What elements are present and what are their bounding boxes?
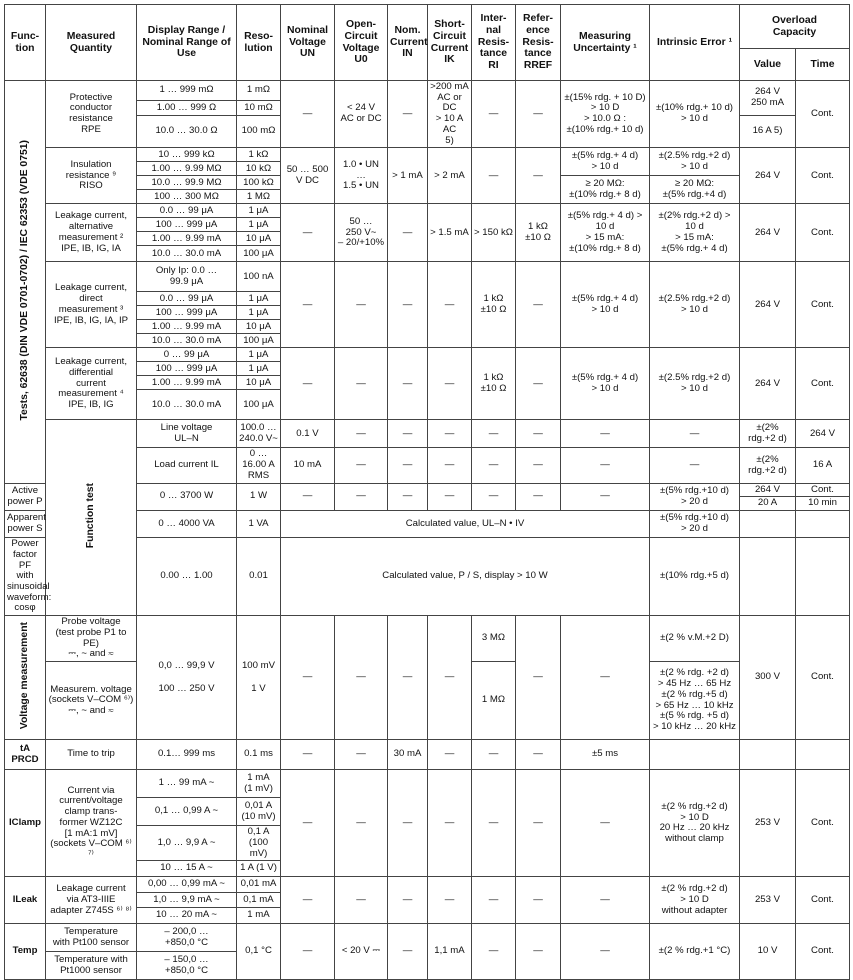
table-row [5,204,850,218]
dash-cell: — [388,81,428,148]
resolution-high: 1 V [251,682,266,694]
quantity-insulation-resistance: Insulation resistance ⁹ RISO [46,148,137,204]
intrinsic-cell: ±(10% rdg.+5 d) [650,538,740,616]
dash-cell: — [472,924,516,980]
dash-cell: — [472,81,516,148]
overload-time-cell: Cont. [796,770,850,877]
intrinsic-cell: ±(2.5% rdg.+2 d) > 10 d [650,262,740,348]
nominal-current-cell: > 1 mA [388,148,428,204]
resolution-cell: 1 W [237,483,281,510]
resolution-cell: 1 μA [237,362,281,376]
dash-cell: — [388,770,428,877]
col-header-internal-resistance: Inter- nal Resis- tance RI [472,5,516,81]
range-cell: 1.00 … 9.99 mA [137,232,237,246]
col-header-nominal-voltage: Nominal Voltage UN [281,5,335,81]
dash-cell: — [428,770,472,877]
range-low: 0,0 … 99,9 V [158,659,215,671]
dash-cell: — [516,148,561,204]
dash-cell: — [516,348,561,420]
resolution-cell: 1 A (1 V) [237,861,281,877]
range-cell: – 200,0 … +850,0 °C [137,924,237,952]
dash-cell: — [516,448,561,483]
quantity-line-voltage: Line voltage UL–N [137,420,237,448]
dash-cell: — [561,877,650,924]
range-cell [137,616,237,740]
col-header-overload-capacity: Overload Capacity [740,5,850,49]
range-cell: 1.00 … 9.99 mA [137,320,237,334]
range-cell: 0 … 16.00 A RMS [237,448,281,483]
intrinsic-cell: ≥ 20 MΩ: ±(5% rdg.+4 d) [650,176,740,204]
dash-cell: — [281,81,335,148]
dash-cell: — [335,262,388,348]
dash-cell: — [281,924,335,980]
dash-cell: — [281,877,335,924]
quantity-load-current: Load current IL [137,448,237,483]
group-label-temp: Temp [5,924,46,980]
quantity-leak-adapter: Leakage current via AT3-IIIE adapter Z745S ⁶⁾ ⁸⁾ [46,877,137,924]
dash-cell: — [388,448,428,483]
dash-cell: — [650,448,740,483]
dash-cell: — [281,483,335,510]
dash-cell: — [335,420,388,448]
dash-cell: — [516,483,561,510]
range-cell: 0.0 … 99 μA [137,204,237,218]
dash-cell: — [388,262,428,348]
resolution-cell: 1 mA [237,908,281,924]
intrinsic-cell: ±(2 % rdg. +2 d) > 45 Hz … 65 Hz ±(2 % rdg.+5 d) > 65 Hz … 10 kHz ±(5 % rdg. +5 d) > 10 kHz … 20 kHz [650,662,740,740]
empty-cell [796,740,850,770]
range-cell: 10.0 … 30.0 Ω [137,116,237,148]
resolution-cell: 0.1 V [281,420,335,448]
calculated-value-cell: Calculated value, UL–N • IV [281,511,650,538]
table-row [5,877,850,893]
empty-cell [796,511,850,538]
dash-cell: — [472,740,516,770]
resolution-cell: 1 μA [237,348,281,362]
overload-value-cell: 300 V [740,616,796,740]
dash-cell: — [516,616,561,740]
dash-cell: — [388,420,428,448]
table-row [5,740,850,770]
table-row [5,81,850,101]
dash-cell: — [281,262,335,348]
range-cell: 0.00 … 1.00 [137,538,237,616]
intrinsic-cell: ±(2 % rdg.+1 °C) [650,924,740,980]
resolution-cell: 0,1 A (100 mV) [237,826,281,861]
intrinsic-cell: ±(2 % rdg.+2 d) > 10 D 20 Hz … 20 kHz without clamp [650,770,740,877]
table-row [5,616,850,662]
quantity-active-power: Active power P [5,483,46,510]
range-cell: 10 … 999 kΩ [137,148,237,162]
dash-cell: — [428,420,472,448]
resolution-cell: 1 μA [237,204,281,218]
overload-value-cell: 264 V [796,420,850,448]
range-cell: 10.0 … 30.0 mA [137,334,237,348]
range-cell: 100.0 … 240.0 V~ [237,420,281,448]
intrinsic-cell: ±(10% rdg.+ 10 d) > 10 d [650,81,740,148]
uncertainty-cell: ±(15% rdg. + 10 D) > 10 D > 10.0 Ω : ±(10% rdg.+ 10 d) [561,81,650,148]
col-header-nominal-current: Nom. Current IN [388,5,428,81]
dash-cell: — [516,740,561,770]
internal-resistance-cell: > 150 kΩ [472,204,516,262]
overload-value-cell: 253 V [740,770,796,877]
dash-cell: — [561,448,650,483]
range-cell: 1.00 … 999 Ω [137,101,237,116]
dash-cell: — [472,148,516,204]
group-label-voltage-measurement: Voltage measurement [5,616,46,740]
dash-cell: — [335,483,388,510]
range-cell: 0.1… 999 ms [137,740,237,770]
col-header-reference-resistance: Refer- ence Resis- tance RREF [516,5,561,81]
resolution-cell: 1 mA (1 mV) [237,770,281,798]
resolution-cell: 10 μA [237,232,281,246]
overload-time-cell: Cont. [796,616,850,740]
dash-cell: — [335,616,388,740]
dash-cell: — [388,877,428,924]
range-cell: 1,0 … 9,9 mA ~ [137,893,237,908]
dash-cell: — [561,770,650,877]
resolution-cell: 1 μA [237,218,281,232]
dash-cell: — [428,448,472,483]
empty-cell [740,538,796,616]
group-label-prcd: tA PRCD [5,740,46,770]
short-circuit-cell: > 1.5 mA [428,204,472,262]
dash-cell: — [335,740,388,770]
overload-value-cell: 264 V 250 mA [740,81,796,116]
dash-cell: — [472,448,516,483]
dash-cell: — [428,616,472,740]
table-row [5,924,850,952]
range-cell: 100 … 999 μA [137,306,237,320]
group-label-leak: ILeak [5,877,46,924]
quantity-time-to-trip: Time to trip [46,740,137,770]
intrinsic-cell: ±(2.5% rdg.+2 d) > 10 d [650,348,740,420]
resolution-cell: 0.01 [237,538,281,616]
col-header-open-circuit-voltage: Open- Circuit Voltage U0 [335,5,388,81]
dash-cell: — [428,740,472,770]
quantity-leakage-differential: Leakage current, differential current measurement ⁴ IPE, IB, IG [46,348,137,420]
resolution-cell: 1 MΩ [237,190,281,204]
resolution-cell: 10 kΩ [237,162,281,176]
table-row [5,348,850,362]
dash-cell: — [388,616,428,740]
intrinsic-cell: ±(2.5% rdg.+2 d) > 10 d [650,148,740,176]
intrinsic-cell: ±(2 % v.M.+2 D) [650,616,740,662]
dash-cell: — [428,262,472,348]
dash-cell: — [472,420,516,448]
dash-cell: — [561,483,650,510]
range-cell: 10.0 … 30.0 mA [137,390,237,420]
intrinsic-cell: ±(2% rdg.+2 d) [740,448,796,483]
uncertainty-cell: ±(5% rdg.+ 4 d) > 10 d > 15 mA: ±(10% rdg.+ 8 d) [561,204,650,262]
dash-cell: — [281,204,335,262]
internal-resistance-cell: 1 MΩ [472,662,516,740]
range-cell: 0 … 3700 W [137,483,237,510]
quantity-temp-pt1000: Temperature with Pt1000 sensor [46,952,137,980]
range-cell: 10.0 … 30.0 mA [137,246,237,262]
range-cell: 100 … 300 MΩ [137,190,237,204]
short-circuit-cell: > 2 mA [428,148,472,204]
overload-time-cell: Cont. [796,877,850,924]
dash-cell: — [335,770,388,877]
resolution-cell: 100 μA [237,390,281,420]
dash-cell: — [516,770,561,877]
resolution-cell: 0,01 A (10 mV) [237,798,281,826]
range-high: 100 … 250 V [158,682,215,694]
overload-time-cell: Cont. [796,924,850,980]
range-cell: 1 … 99 mA ~ [137,770,237,798]
overload-value-cell: 264 V [740,262,796,348]
resolution-cell: 10 μA [237,320,281,334]
short-circuit-cell: >200 mA AC or DC > 10 A AC 5) [428,81,472,148]
empty-cell [796,538,850,616]
resolution-cell: 100 mΩ [237,116,281,148]
resolution-cell: 1 kΩ [237,148,281,162]
range-cell: 1.00 … 9.99 mA [137,376,237,390]
resolution-cell: 100 nA [237,262,281,292]
dash-cell: — [516,877,561,924]
table-row [5,420,850,448]
dash-cell: — [388,348,428,420]
empty-cell [740,511,796,538]
quantity-socket-voltage: Measurem. voltage (sockets V–COM ⁶⁾) ⎓, ~ and ≂ [46,662,137,740]
resolution-cell [237,616,281,740]
intrinsic-cell: ±(5% rdg.+10 d) > 20 d [650,511,740,538]
reference-resistance-cell: 1 kΩ ±10 Ω [516,204,561,262]
col-header-overload-time: Time [796,49,850,81]
quantity-power-factor: Power factor PF with sinusoidal waveform: cosφ [5,538,46,616]
range-cell: 0,1 … 0,99 A ~ [137,798,237,826]
overload-value-cell: 264 V [740,483,796,497]
range-cell: 100 … 999 μA [137,362,237,376]
resolution-cell: 10 mA [281,448,335,483]
overload-value-cell: 264 V [740,148,796,204]
range-cell: 10 … 20 mA ~ [137,908,237,924]
overload-value-cell: 264 V [740,204,796,262]
dash-cell: — [428,348,472,420]
open-circuit-cell: < 20 V ⎓ [335,924,388,980]
range-cell: Only Ip: 0.0 … 99.9 μA [137,262,237,292]
col-header-short-circuit-current: Short- Circuit Current IK [428,5,472,81]
table-row [5,262,850,292]
dash-cell: — [516,420,561,448]
empty-cell [650,740,740,770]
overload-time-cell: Cont. [796,483,850,497]
range-cell: – 150,0 … +850,0 °C [137,952,237,980]
overload-value-cell: 264 V [740,348,796,420]
range-cell: 10 … 15 A ~ [137,861,237,877]
intrinsic-cell: ±(2% rdg.+2 d) > 10 d > 15 mA: ±(5% rdg.+ 4 d) [650,204,740,262]
overload-time-cell: 10 min [796,497,850,511]
table-header-row [5,5,850,49]
uncertainty-cell: ±(5% rdg.+ 4 d) > 10 d [561,348,650,420]
dash-cell: — [472,770,516,877]
resolution-cell: 0,1 °C [237,924,281,980]
dash-cell: — [281,348,335,420]
table-row [5,770,850,798]
technical-data-table [4,4,850,980]
dash-cell: — [388,204,428,262]
resolution-cell: 10 mΩ [237,101,281,116]
range-cell: 0 … 4000 VA [137,511,237,538]
resolution-cell: 0.1 ms [237,740,281,770]
nominal-current-cell: 30 mA [388,740,428,770]
nominal-voltage-cell: 50 … 500 V DC [281,148,335,204]
dash-cell: — [561,420,650,448]
uncertainty-cell: ±(5% rdg.+ 4 d) > 10 d [561,148,650,176]
resolution-cell: 100 kΩ [237,176,281,190]
overload-value-cell: 10 V [740,924,796,980]
range-cell: 1,0 … 9,9 A ~ [137,826,237,861]
range-cell: 1.00 … 9.99 MΩ [137,162,237,176]
resolution-cell: 1 VA [237,511,281,538]
overload-time-cell: Cont. [796,348,850,420]
col-header-overload-value: Value [740,49,796,81]
open-circuit-cell: 1.0 • UN … 1.5 • UN [335,148,388,204]
col-header-function: Func- tion [5,5,46,81]
resolution-cell: 0,01 mA [237,877,281,893]
quantity-apparent-power: Apparent power S [5,511,46,538]
internal-resistance-cell: 1 kΩ ±10 Ω [472,262,516,348]
intrinsic-cell: ±(2% rdg.+2 d) [740,420,796,448]
intrinsic-cell: ±(5% rdg.+10 d) > 20 d [650,483,740,510]
quantity-probe-voltage: Probe voltage (test probe P1 to PE) ⎓, ~ and ≂ [46,616,137,662]
overload-value-cell: 16 A 5) [740,116,796,148]
resolution-cell: 1 μA [237,292,281,306]
dash-cell: — [281,740,335,770]
open-circuit-cell: < 24 V AC or DC [335,81,388,148]
empty-cell [740,740,796,770]
resolution-cell: 1 mΩ [237,81,281,101]
group-label-tests: Tests, 62638 (DIN VDE 0701-0702) / IEC 62353 (VDE 0751) [5,81,46,484]
dash-cell: — [516,924,561,980]
range-cell: 0 … 99 μA [137,348,237,362]
uncertainty-cell: ±5 ms [561,740,650,770]
group-label-function-test: Function test [46,420,137,616]
specification-sheet [4,4,849,980]
calculated-value-cell: Calculated value, P / S, display > 10 W [281,538,650,616]
dash-cell: — [561,616,650,740]
overload-time-cell: Cont. [796,262,850,348]
table-row [5,148,850,162]
dash-cell: — [516,262,561,348]
range-cell: 0.0 … 99 μA [137,292,237,306]
range-cell: 10.0 … 99.9 MΩ [137,176,237,190]
overload-value-cell: 16 A [796,448,850,483]
col-header-quantity: Measured Quantity [46,5,137,81]
dash-cell: — [472,483,516,510]
col-header-measuring-uncertainty: Measuring Uncertainty ¹ [561,5,650,81]
dash-cell: — [335,448,388,483]
overload-value-cell: 253 V [740,877,796,924]
range-cell: 0,00 … 0,99 mA ~ [137,877,237,893]
resolution-low: 100 mV [241,659,276,671]
short-circuit-cell: 1,1 mA [428,924,472,980]
dash-cell: — [650,420,740,448]
overload-time-cell: Cont. [796,81,850,148]
quantity-protective-conductor: Protective conductor resistance RPE [46,81,137,148]
col-header-range: Display Range / Nominal Range of Use [137,5,237,81]
range-cell: 100 … 999 μA [137,218,237,232]
uncertainty-cell: ≥ 20 MΩ: ±(10% rdg.+ 8 d) [561,176,650,204]
overload-time-cell: Cont. [796,204,850,262]
uncertainty-cell: ±(5% rdg.+ 4 d) > 10 d [561,262,650,348]
internal-resistance-cell: 3 MΩ [472,616,516,662]
col-header-resolution: Reso- lution [237,5,281,81]
dash-cell: — [428,483,472,510]
resolution-cell: 100 μA [237,246,281,262]
quantity-leakage-alternative: Leakage current, alternative measurement ² IPE, IB, IG, IA [46,204,137,262]
group-label-clamp: IClamp [5,770,46,877]
dash-cell: — [428,877,472,924]
dash-cell: — [388,483,428,510]
quantity-clamp-current: Current via current/voltage clamp trans- former WZ12C [1 mA:1 mV] (sockets V–COM ⁶⁾⁷⁾ [46,770,137,877]
internal-resistance-cell: 1 kΩ ±10 Ω [472,348,516,420]
range-cell: 1 … 999 mΩ [137,81,237,101]
dash-cell: — [281,616,335,740]
dash-cell: — [472,877,516,924]
dash-cell: — [516,81,561,148]
quantity-leakage-direct: Leakage current, direct measurement ³ IPE, IB, IG, IA, IP [46,262,137,348]
col-header-intrinsic-error: Intrinsic Error ¹ [650,5,740,81]
resolution-cell: 0,1 mA [237,893,281,908]
resolution-cell: 100 μA [237,334,281,348]
dash-cell: — [335,877,388,924]
dash-cell: — [281,770,335,877]
resolution-cell: 1 μA [237,306,281,320]
quantity-temp-pt100: Temperature with Pt100 sensor [46,924,137,952]
overload-time-cell: Cont. [796,148,850,204]
open-circuit-cell: 50 … 250 V~ – 20/+10% [335,204,388,262]
dash-cell: — [335,348,388,420]
dash-cell: — [388,924,428,980]
intrinsic-cell: ±(2 % rdg.+2 d) > 10 D without adapter [650,877,740,924]
dash-cell: — [561,924,650,980]
resolution-cell: 10 μA [237,376,281,390]
overload-value-cell: 20 A [740,497,796,511]
